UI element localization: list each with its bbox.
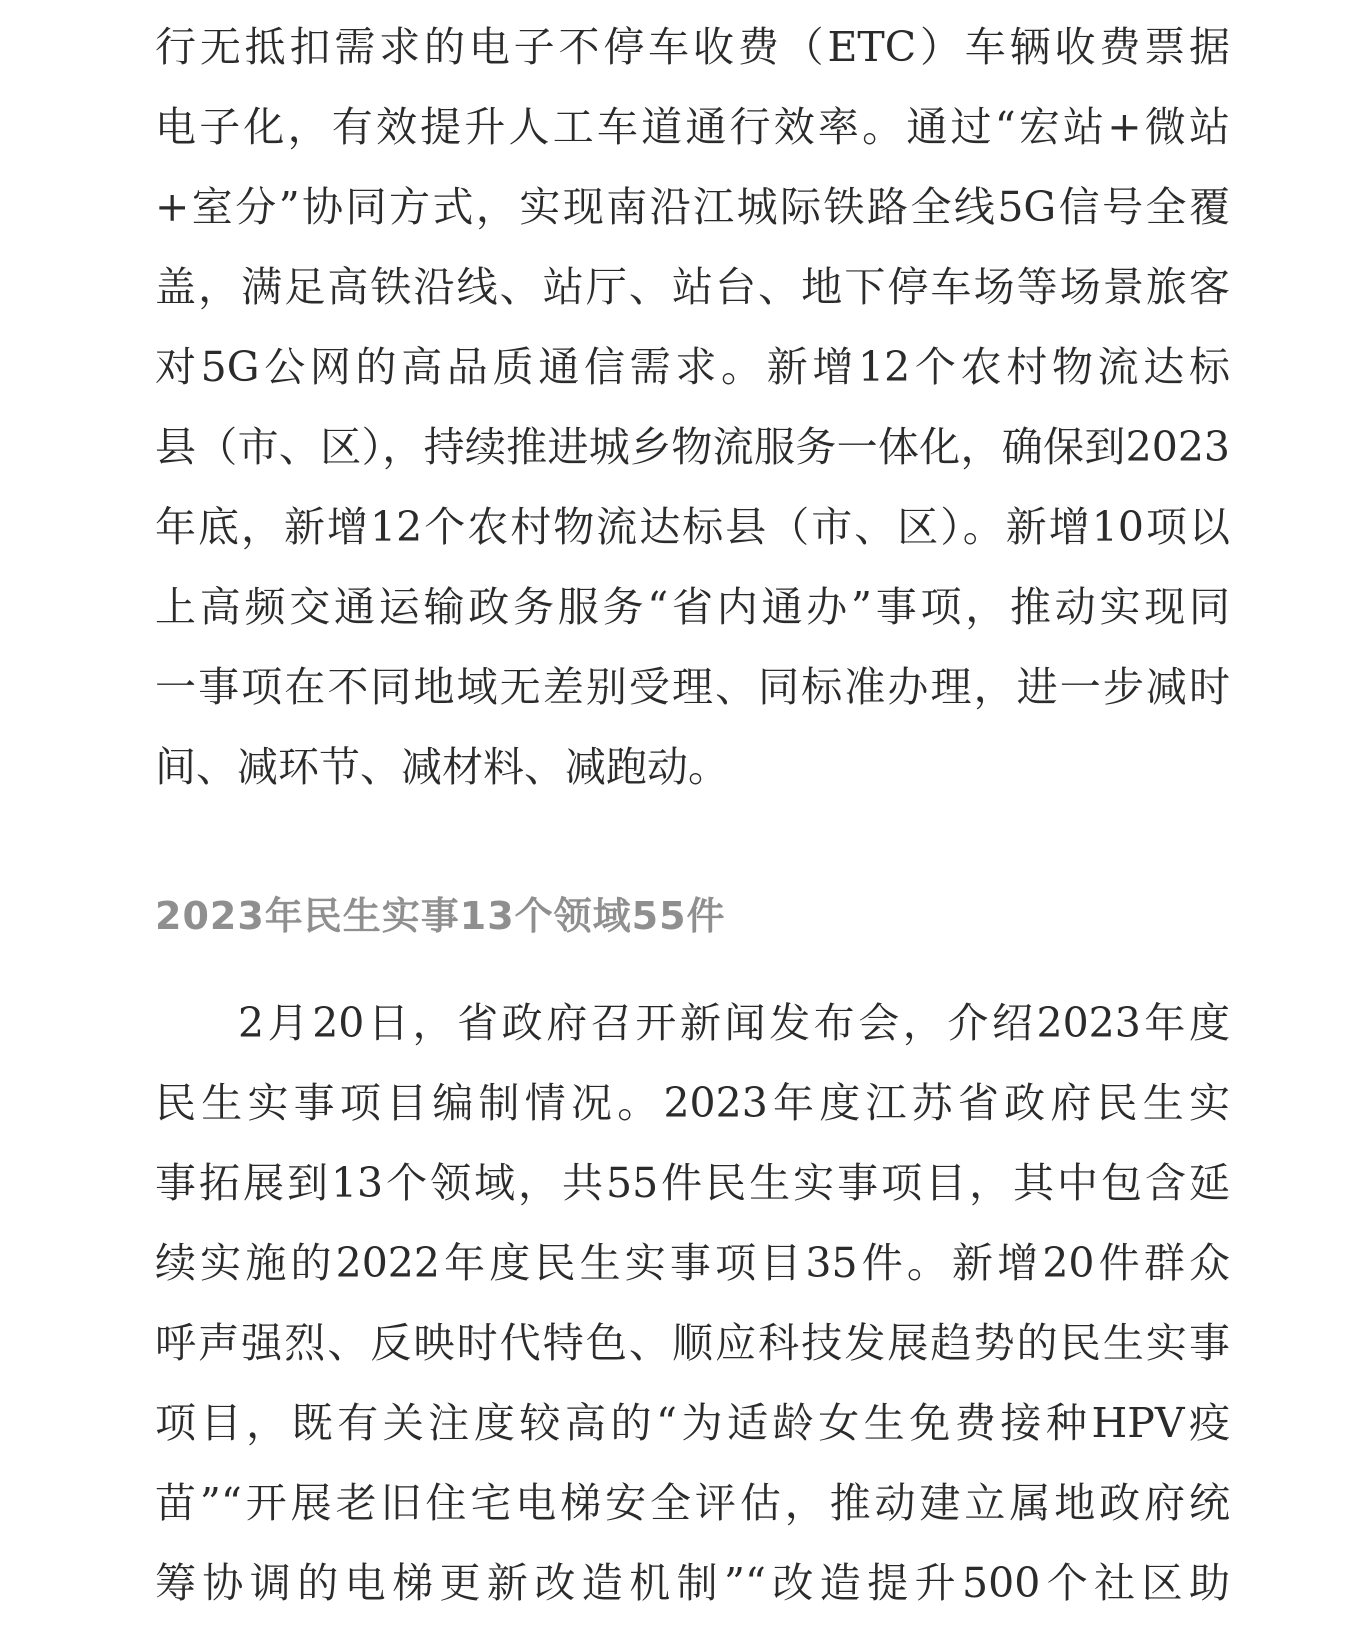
paragraph-1-line-2: 电子化，有效提升人工车道通行效率。通过“宏站+微站 xyxy=(155,103,1230,151)
paragraph-1-line-5: 对5G公网的高品质通信需求。新增12个农村物流达标 xyxy=(155,343,1230,391)
paragraph-2-line-3: 事拓展到13个领域，共55件民生实事项目，其中包含延 xyxy=(155,1159,1230,1207)
paragraph-2-line-7: 苗”“开展老旧住宅电梯安全评估，推动建立属地政府统 xyxy=(155,1479,1230,1527)
paragraph-2-line-4: 续实施的2022年度民生实事项目35件。新增20件群众 xyxy=(155,1239,1230,1287)
paragraph-1-line-6: 县（市、区），持续推进城乡物流服务一体化，确保到2023 xyxy=(155,423,1230,471)
paragraph-1-line-10: 间、减环节、减材料、减跑动。 xyxy=(155,743,729,791)
paragraph-1-line-8: 上高频交通运输政务服务“省内通办”事项，推动实现同 xyxy=(155,583,1230,631)
paragraph-2-line-5: 呼声强烈、反映时代特色、顺应科技发展趋势的民生实事 xyxy=(155,1319,1230,1367)
paragraph-1-line-1: 行无抵扣需求的电子不停车收费（ETC）车辆收费票据 xyxy=(155,23,1230,71)
section-heading: 2023年民生实事13个领域55件 xyxy=(155,894,726,938)
paragraph-2-line-6: 项目，既有关注度较高的“为适龄女生免费接种HPV疫 xyxy=(155,1399,1230,1447)
paragraph-2-line-2: 民生实事项目编制情况。2023年度江苏省政府民生实 xyxy=(155,1079,1230,1127)
paragraph-1-line-4: 盖，满足高铁沿线、站厅、站台、地下停车场等场景旅客 xyxy=(155,263,1230,311)
paragraph-1-line-9: 一事项在不同地域无差别受理、同标准办理，进一步减时 xyxy=(155,663,1230,711)
paragraph-2-line-1: 2月20日，省政府召开新闻发布会，介绍2023年度 xyxy=(238,999,1230,1047)
paragraph-1-line-3: +室分”协同方式，实现南沿江城际铁路全线5G信号全覆 xyxy=(155,183,1230,231)
paragraph-2-line-8: 筹协调的电梯更新改造机制”“改造提升500个社区助 xyxy=(155,1559,1230,1607)
paragraph-1-line-7: 年底，新增12个农村物流达标县（市、区）。新增10项以 xyxy=(155,503,1230,551)
